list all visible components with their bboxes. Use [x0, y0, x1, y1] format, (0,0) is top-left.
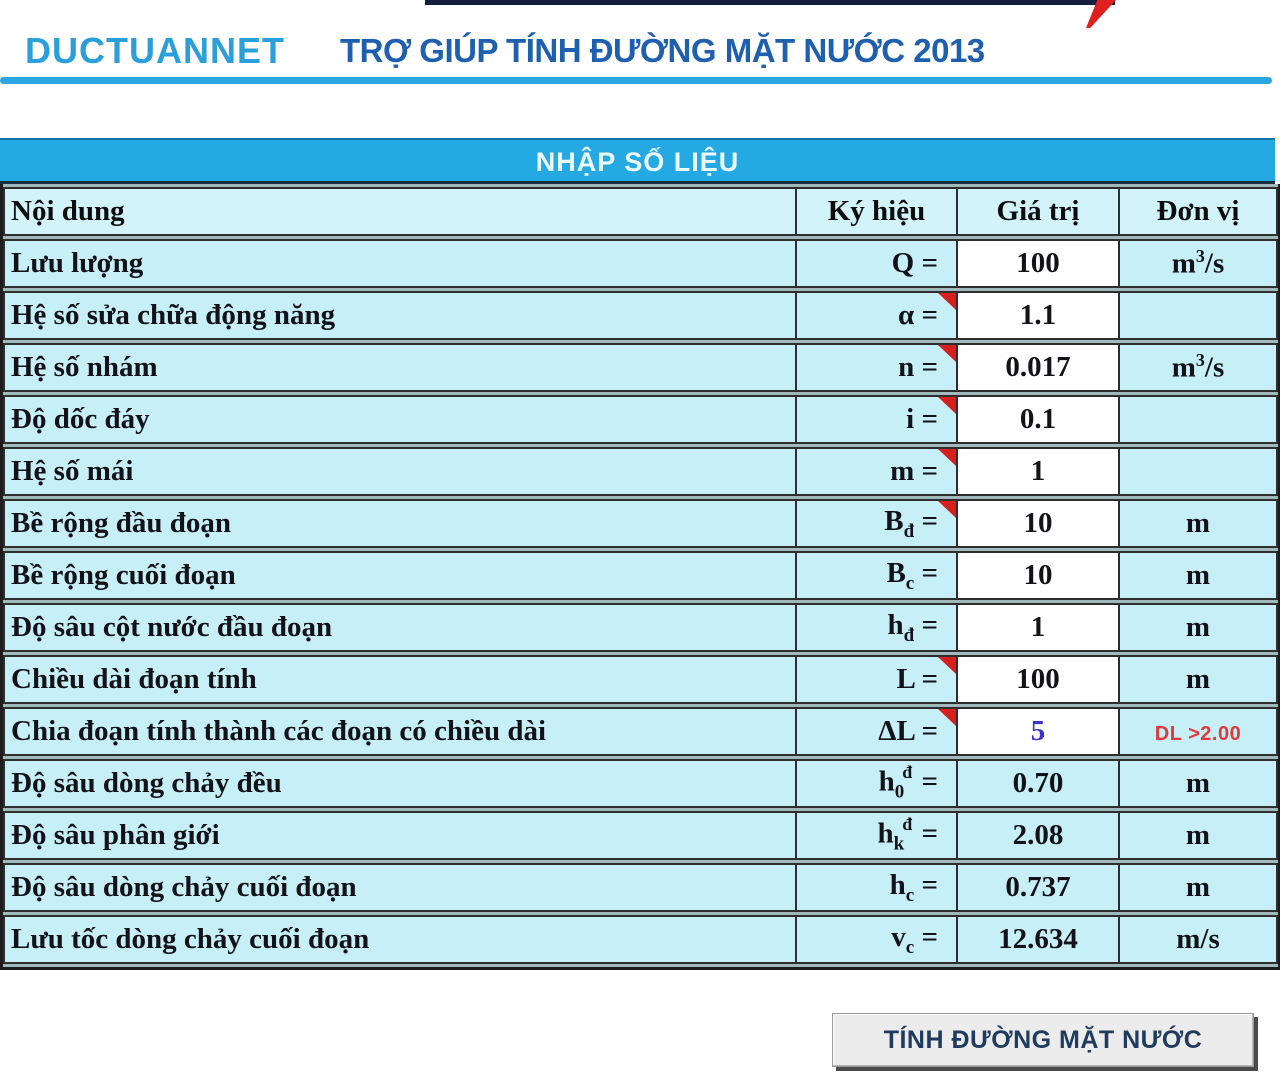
calculate-water-surface-button[interactable]: TÍNH ĐƯỜNG MẶT NƯỚC [832, 1013, 1254, 1067]
row-label: Độ dốc đáy [3, 395, 795, 444]
value-cell[interactable]: 100 [956, 239, 1118, 288]
table-caption: NHẬP SỐ LIỆU [0, 138, 1275, 184]
table-row [3, 343, 1278, 392]
row-label: Chia đoạn tính thành các đoạn có chiều dài [3, 707, 795, 756]
value-cell[interactable]: 0.017 [956, 343, 1118, 392]
value-cell[interactable]: 5 [956, 707, 1118, 756]
input-table [0, 184, 1280, 970]
row-symbol: i = [795, 395, 956, 444]
row-label: Hệ số sửa chữa động năng [3, 291, 795, 340]
row-label: Độ sâu dòng chảy đều [3, 759, 795, 808]
table-row [3, 291, 1278, 340]
top-navy-strip [425, 0, 1115, 5]
row-unit: $m^3/s$ [1118, 343, 1278, 392]
data-entry-sheet [0, 138, 1275, 970]
row-label: Lưu tốc dòng chảy cuối đoạn [3, 915, 795, 964]
page-header [0, 26, 1280, 76]
table-row [3, 707, 1278, 756]
row-unit: m [1118, 811, 1278, 860]
row-unit: m/s [1118, 915, 1278, 964]
row-label: Hệ số mái [3, 447, 795, 496]
table-row [3, 811, 1278, 860]
row-label: Bề rộng đầu đoạn [3, 499, 795, 548]
row-symbol: $B_đ$ = [795, 499, 956, 548]
row-symbol: $B_c$ = [795, 551, 956, 600]
row-label: Độ sâu phân giới [3, 811, 795, 860]
input-table-body [3, 239, 1278, 964]
row-label: Độ sâu dòng chảy cuối đoạn [3, 863, 795, 912]
table-row [3, 759, 1278, 808]
note-text: DL >2.00 [1154, 723, 1242, 745]
value-cell[interactable]: 10 [956, 551, 1118, 600]
value-cell: 0.70 [956, 759, 1118, 808]
row-unit: m [1118, 603, 1278, 652]
table-row [3, 395, 1278, 444]
comment-indicator-icon [938, 449, 956, 466]
row-unit [1118, 395, 1278, 444]
table-header-row [3, 187, 1278, 236]
table-row [3, 499, 1278, 548]
row-label: Lưu lượng [3, 239, 795, 288]
row-symbol: Q = [795, 239, 956, 288]
column-header-content: Nội dung [3, 187, 795, 236]
page-title: TRỢ GIÚP TÍNH ĐƯỜNG MẶT NƯỚC 2013 [339, 32, 985, 69]
row-symbol: n = [795, 343, 956, 392]
value-cell[interactable]: 1.1 [956, 291, 1118, 340]
row-symbol: $v_c$ = [795, 915, 956, 964]
comment-indicator-icon [938, 501, 956, 518]
table-row [3, 447, 1278, 496]
column-header-unit: Đơn vị [1118, 187, 1278, 236]
value-cell[interactable]: 0.1 [956, 395, 1118, 444]
row-unit [1118, 447, 1278, 496]
comment-indicator-icon [938, 709, 956, 726]
brand-logo-text: DUCTUANNET [25, 30, 285, 71]
column-header-symbol: Ký hiệu [795, 187, 956, 236]
column-header-value: Giá trị [956, 187, 1118, 236]
comment-indicator-icon [938, 657, 956, 674]
row-symbol: $h_k^đ$ = [795, 811, 956, 860]
row-symbol: m = [795, 447, 956, 496]
value-cell: 2.08 [956, 811, 1118, 860]
row-unit: m [1118, 551, 1278, 600]
table-row [3, 655, 1278, 704]
value-cell[interactable]: 1 [956, 603, 1118, 652]
comment-indicator-icon [938, 293, 956, 310]
header-divider [0, 77, 1272, 84]
value-cell[interactable]: 10 [956, 499, 1118, 548]
row-unit: m [1118, 655, 1278, 704]
row-label: Chiều dài đoạn tính [3, 655, 795, 704]
table-row [3, 551, 1278, 600]
comment-indicator-icon [938, 397, 956, 414]
value-cell: 12.634 [956, 915, 1118, 964]
comment-indicator-icon [938, 345, 956, 362]
table-row [3, 915, 1278, 964]
value-cell[interactable]: 100 [956, 655, 1118, 704]
row-unit: $m^3/s$ [1118, 239, 1278, 288]
row-unit: m [1118, 759, 1278, 808]
row-unit: m [1118, 863, 1278, 912]
validation-note [1118, 707, 1278, 756]
row-symbol: $h_0^đ$ = [795, 759, 956, 808]
table-row [3, 239, 1278, 288]
row-unit: m [1118, 499, 1278, 548]
row-symbol: α = [795, 291, 956, 340]
row-symbol: $h_c$ = [795, 863, 956, 912]
row-symbol: $h_đ$ = [795, 603, 956, 652]
row-label: Bề rộng cuối đoạn [3, 551, 795, 600]
row-label: Hệ số nhám [3, 343, 795, 392]
value-cell[interactable]: 1 [956, 447, 1118, 496]
table-row [3, 603, 1278, 652]
row-unit [1118, 291, 1278, 340]
row-symbol: ΔL = [795, 707, 956, 756]
row-label: Độ sâu cột nước đầu đoạn [3, 603, 795, 652]
value-cell: 0.737 [956, 863, 1118, 912]
table-row [3, 863, 1278, 912]
row-symbol: L = [795, 655, 956, 704]
